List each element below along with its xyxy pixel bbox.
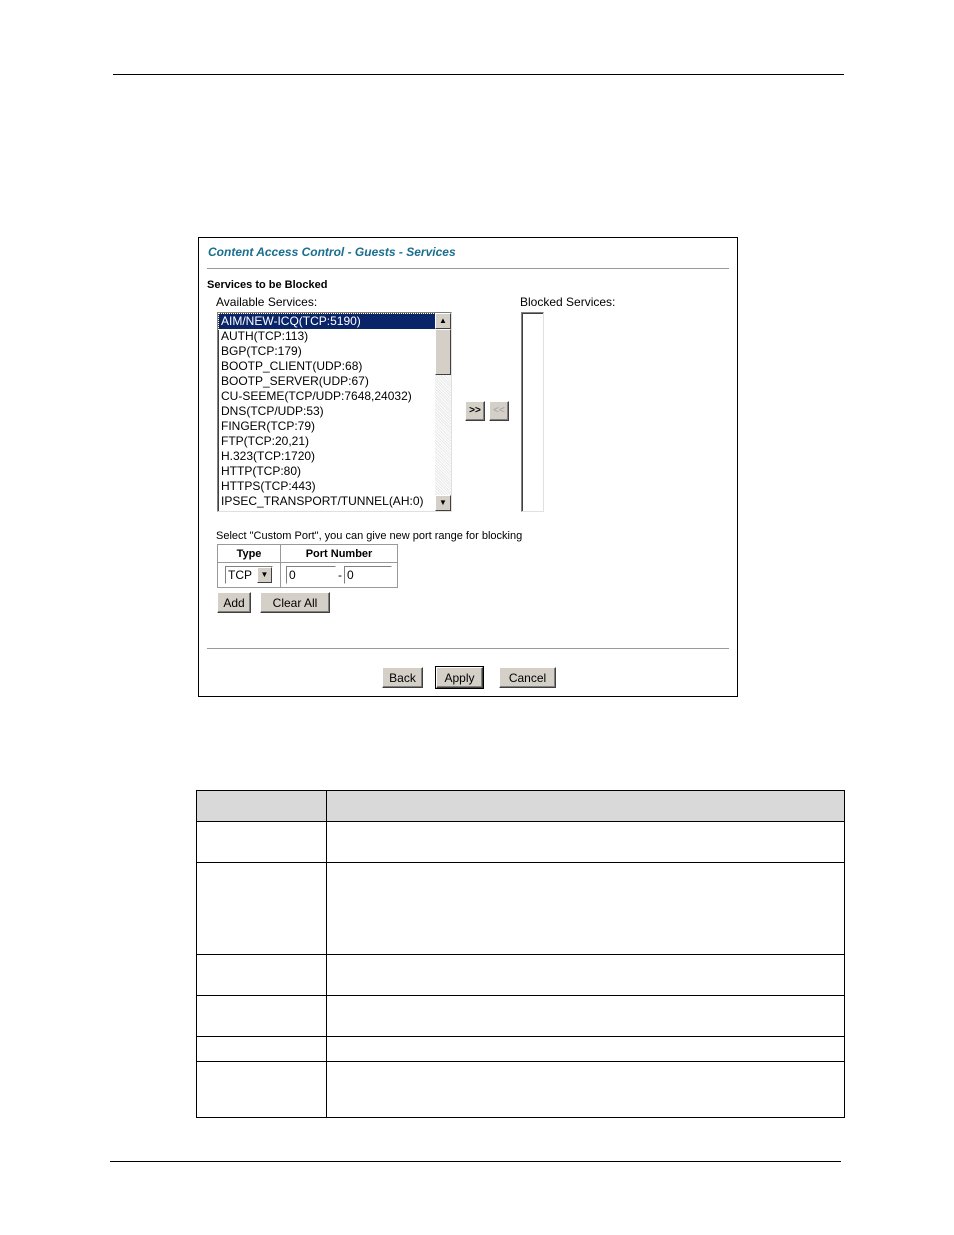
service-item[interactable]: AIM/NEW-ICQ(TCP:5190) [219, 314, 435, 329]
table-cell [327, 955, 845, 996]
panel-title: Content Access Control - Guests - Services [208, 245, 456, 259]
table-row [197, 822, 845, 863]
table-cell [327, 1037, 845, 1062]
scroll-up-icon[interactable]: ▲ [435, 313, 451, 329]
table-cell [197, 1037, 327, 1062]
table-row [197, 863, 845, 955]
port-range-separator: - [338, 568, 342, 582]
service-item[interactable]: H.323(TCP:1720) [221, 449, 316, 463]
table-cell [327, 1062, 845, 1118]
table-cell [197, 863, 327, 955]
available-services-label: Available Services: [216, 295, 318, 309]
table-cell [327, 996, 845, 1037]
service-item[interactable]: CU-SEEME(TCP/UDP:7648,24032) [221, 389, 412, 403]
add-button[interactable]: Add [217, 592, 251, 613]
service-item[interactable]: FINGER(TCP:79) [221, 419, 316, 433]
title-divider [207, 268, 729, 269]
port-number-column-header: Port Number [281, 545, 398, 563]
bottom-divider [207, 648, 729, 649]
content-access-control-panel [198, 237, 738, 697]
service-item[interactable]: BGP(TCP:179) [221, 344, 302, 358]
page-footer-rule [110, 1161, 841, 1162]
table-cell [327, 863, 845, 955]
clear-all-button[interactable]: Clear All [260, 592, 330, 613]
service-item[interactable]: IPSEC_TRANSPORT/TUNNEL(AH:0) [221, 494, 424, 508]
back-button[interactable]: Back [382, 667, 423, 688]
service-item[interactable]: DNS(TCP/UDP:53) [221, 404, 324, 418]
service-item[interactable]: FTP(TCP:20,21) [221, 434, 310, 448]
service-item[interactable]: HTTP(TCP:80) [221, 464, 302, 478]
cancel-button[interactable]: Cancel [499, 667, 556, 688]
scroll-down-icon[interactable]: ▼ [435, 495, 451, 511]
custom-port-note: Select "Custom Port", you can give new port range for blocking [216, 530, 523, 542]
port-from-input[interactable]: 0 [286, 566, 336, 584]
table-row [197, 1062, 845, 1118]
service-item[interactable]: AUTH(TCP:113) [221, 329, 309, 343]
service-item[interactable]: BOOTP_CLIENT(UDP:68) [221, 359, 363, 373]
available-services-list[interactable] [217, 312, 452, 512]
table-cell [197, 996, 327, 1037]
custom-port-table [217, 544, 398, 588]
service-item[interactable]: HTTPS(TCP:443) [221, 479, 316, 493]
table-header-cell [197, 791, 327, 822]
add-to-blocked-button[interactable]: >> [465, 401, 485, 421]
type-column-header: Type [218, 545, 281, 563]
scrollbar-thumb[interactable] [435, 329, 451, 375]
apply-button[interactable]: Apply [436, 667, 483, 688]
chevron-down-icon[interactable]: ▼ [257, 567, 272, 583]
table-row [197, 996, 845, 1037]
available-services-scrollbar[interactable] [435, 313, 451, 511]
service-item[interactable]: BOOTP_SERVER(UDP:67) [221, 374, 369, 388]
table-header-row [197, 791, 845, 822]
blocked-services-label: Blocked Services: [520, 295, 616, 309]
table-header-cell [327, 791, 845, 822]
table-row [197, 1037, 845, 1062]
available-services-items [219, 314, 435, 509]
port-to-input[interactable]: 0 [344, 566, 392, 584]
table-row [197, 955, 845, 996]
port-type-value: TCP [228, 568, 252, 582]
table-cell [197, 1062, 327, 1118]
table-cell [197, 822, 327, 863]
remove-from-blocked-button[interactable]: << [489, 401, 509, 421]
table-cell [197, 955, 327, 996]
document-table [196, 790, 845, 1118]
page-header-rule [113, 74, 844, 75]
blocked-services-list[interactable] [521, 312, 544, 512]
table-cell [327, 822, 845, 863]
port-type-select[interactable] [225, 566, 273, 584]
section-title: Services to be Blocked [207, 279, 328, 291]
